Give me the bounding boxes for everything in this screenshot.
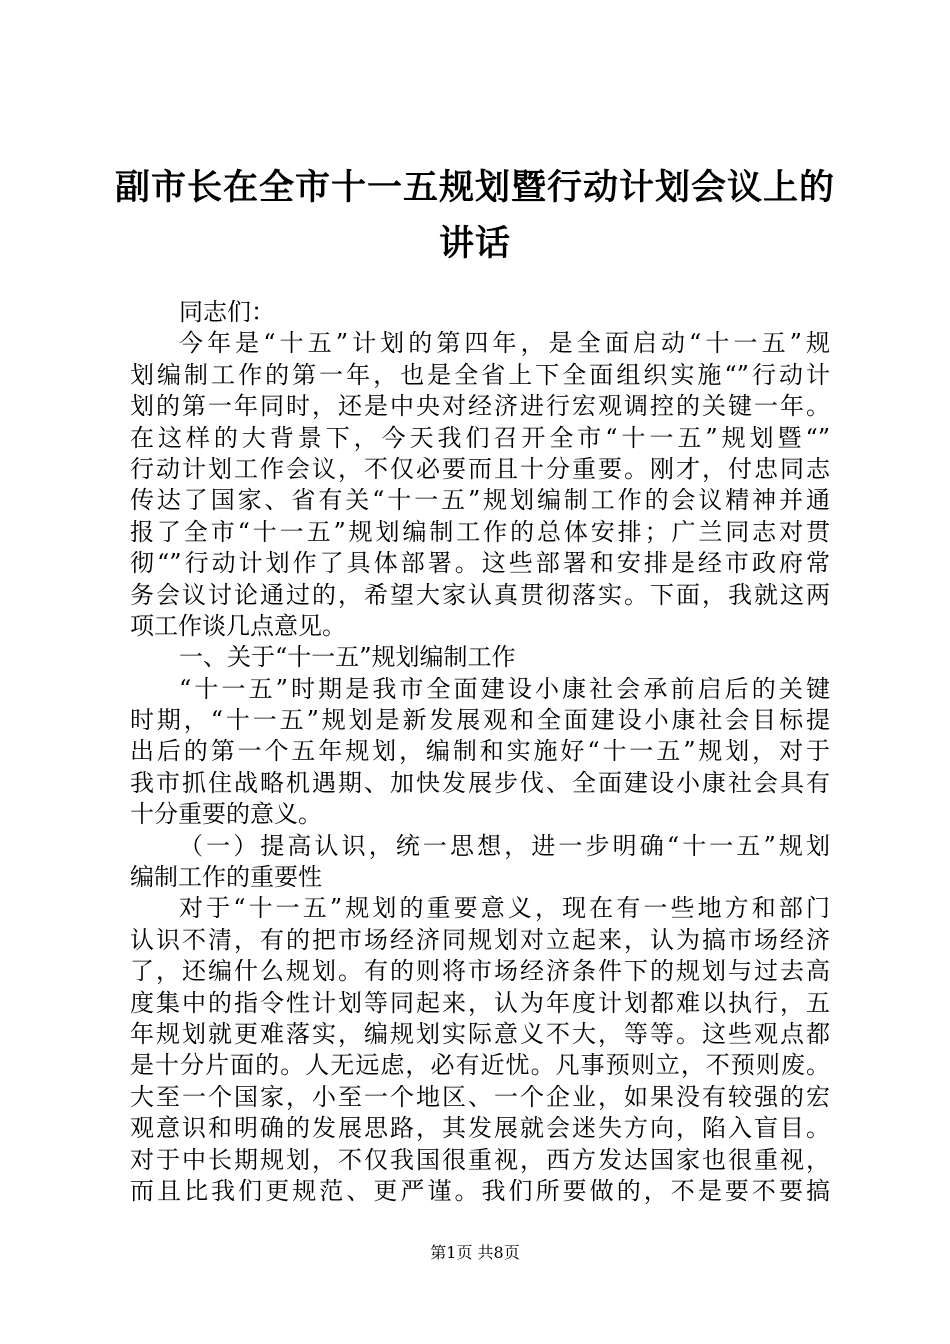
paragraph-line: 今年是“十五”计划的第四年，是全面启动“十一五”规 — [179, 329, 830, 358]
paragraph-line: 彻“”行动计划作了具体部署。这些部署和安排是经市政府常 — [130, 549, 830, 578]
paragraph-line: 划编制工作的第一年，也是全省上下全面组织实施“”行动计 — [130, 360, 830, 389]
paragraph-line: 出后的第一个五年规划，编制和实施好“十一五”规划，对于 — [130, 737, 830, 766]
document-title — [110, 160, 840, 272]
paragraph-line: 十分重要的意义。 — [130, 800, 322, 829]
paragraph-line: 是十分片面的。人无远虑，必有近忧。凡事预则立，不预则废。 — [130, 1051, 830, 1080]
paragraph-line: 传达了国家、省有关“十一五”规划编制工作的会议精神并通 — [130, 486, 830, 515]
title-line-1: 副市长在全市十一五规划暨行动计划会议上的 — [114, 167, 835, 208]
salutation: 同志们： — [179, 298, 275, 326]
paragraph-line: 对于中长期规划，不仅我国很重视，西方发达国家也很重视， — [130, 1145, 830, 1174]
paragraph-line: 行动计划工作会议，不仅必要而且十分重要。刚才，付忠同志 — [130, 454, 830, 483]
paragraph-line: 观意识和明确的发展思路，其发展就会迷失方向，陷入盲目。 — [130, 1114, 830, 1143]
section-heading: 一、关于“十一五”规划编制工作 — [179, 643, 516, 672]
paragraph-line: 我市抓住战略机遇期、加快发展步伐、全面建设小康社会具有 — [130, 768, 830, 797]
subsection-heading: （一）提高认识，统一思想，进一步明确“十一五”规划 — [179, 831, 830, 860]
paragraph-line: 大至一个国家，小至一个地区、一个企业，如果没有较强的宏 — [130, 1082, 830, 1111]
paragraph-line: 而且比我们更规范、更严谨。我们所要做的，不是要不要搞 — [130, 1176, 830, 1205]
title-line-2: 讲话 — [438, 223, 511, 264]
paragraph-line: 对于“十一五”规划的重要意义，现在有一些地方和部门 — [179, 894, 830, 923]
paragraph-line: 时期，“十一五”规划是新发展观和全面建设小康社会目标提 — [130, 706, 830, 735]
paragraph-line: “十一五”时期是我市全面建设小康社会承前启后的关键 — [179, 674, 830, 703]
paragraph-line: 项工作谈几点意见。 — [130, 611, 346, 640]
subsection-heading: 编制工作的重要性 — [130, 863, 322, 892]
paragraph-line: 务会议讨论通过的，希望大家认真贯彻落实。下面，我就这两 — [130, 580, 830, 609]
document-body — [130, 297, 830, 1207]
paragraph-line: 认识不清，有的把市场经济同规划对立起来，认为搞市场经济 — [130, 925, 830, 954]
paragraph-line: 了，还编什么规划。有的则将市场经济条件下的规划与过去高 — [130, 957, 830, 986]
paragraph-line: 度集中的指令性计划等同起来，认为年度计划都难以执行，五 — [130, 988, 830, 1017]
paragraph-line: 划的第一年同时，还是中央对经济进行宏观调控的关键一年。 — [130, 392, 830, 421]
paragraph-line: 报了全市“十一五”规划编制工作的总体安排；广兰同志对贯 — [130, 517, 830, 546]
paragraph-line: 年规划就更难落实，编规划实际意义不大，等等。这些观点都 — [130, 1019, 830, 1048]
paragraph-line: 在这样的大背景下，今天我们召开全市“十一五”规划暨“” — [130, 423, 830, 452]
page-footer: 第1页 共8页 — [430, 1243, 520, 1262]
